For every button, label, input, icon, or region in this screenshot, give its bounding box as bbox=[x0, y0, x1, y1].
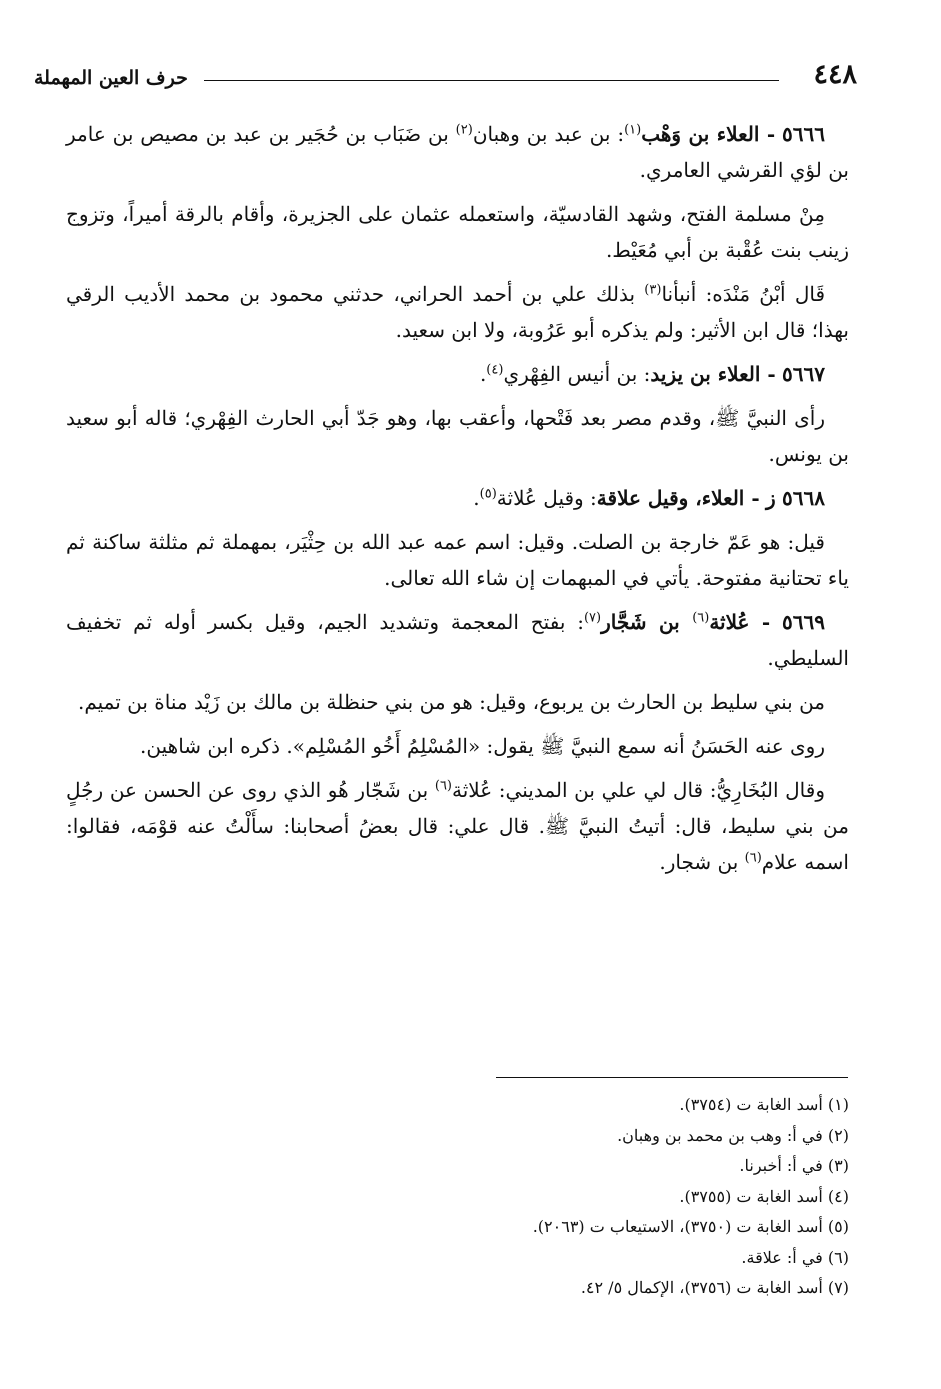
page-header bbox=[34, 60, 857, 100]
entry-lead: : بن أنيس الفِهْري bbox=[503, 362, 651, 386]
entry-lead: : وقيل عُلاثة bbox=[496, 486, 597, 510]
page-number: ٤٤٨ bbox=[813, 59, 857, 90]
entry-paragraph: مِنْ مسلمة الفتح، وشهد القادسيّة، واستعمله عثمان على الجزيرة، وأقام بالرقة أميراً، وتزوج زينب بنت عُقْبة بن أبي مُعَيْط. bbox=[66, 202, 849, 262]
header-rule bbox=[204, 80, 779, 81]
entry-name: العلاء، وقيل علاقة bbox=[596, 486, 745, 510]
footnote: (٣) في أ: أخبرنا. bbox=[739, 1156, 849, 1175]
footnote: (٥) أسد الغابة ت (٣٧٥٠)، الاستيعاب ت (٢٠٦٣). bbox=[532, 1217, 849, 1236]
entry-name: عُلاثة bbox=[709, 610, 750, 634]
entry-number: ٥٦٦٦ bbox=[782, 122, 825, 146]
entry-lead: : بفتح المعجمة وتشديد الجيم، وقيل بكسر أوله ثم تخفيف السليطي. bbox=[66, 610, 849, 670]
entry-paragraph: قيل: هو عَمّ خارجة بن الصلت. وقيل: اسم عمه عبد الله بن حِثْيَر، بمهملة ثم مثلثة ساكنة ثم ياء تحتانية مفتوحة. يأتي في المبهمات إن شاء الله تعالى. bbox=[66, 530, 849, 590]
footnote: (٦) في أ: علاقة. bbox=[741, 1247, 849, 1267]
chapter-title: حرف العين المهملة bbox=[34, 67, 188, 89]
entry-lead: بن ضَبَاب بن حُجَير بن عبد بن مصيص بن عامر بن لؤي القرشي العامري. bbox=[66, 122, 849, 182]
entry-number: ٥٦٦٨ bbox=[782, 486, 825, 510]
entry-number: ٥٦٦٩ bbox=[782, 610, 826, 634]
footnote: (٤) أسد الغابة ت (٣٧٥٥). bbox=[679, 1186, 849, 1206]
footnote-ref: (٤) bbox=[486, 362, 504, 378]
entry-heading: ٥٦٦٦ - العلاء بن وَهْب$^{(١)}$: بن عبد بن وهبان$^{(٢)}$ بن ضَبَاب بن حُجَير بن عبد بن مصيص بن عامر بن لؤي القرشي العامري. bbox=[66, 122, 849, 182]
entry-prefix: ز bbox=[766, 486, 776, 510]
footnote-ref: (٧) bbox=[583, 610, 602, 626]
entry-lead: : بن عبد بن وهبان bbox=[472, 122, 625, 146]
footnote-ref: (٢) bbox=[455, 122, 473, 138]
entry-heading: ٥٦٦٨ ز - العلاء، وقيل علاقة: وقيل عُلاثة$^{(٥)}$. bbox=[473, 486, 825, 510]
footnote: (١) أسد الغابة ت (٣٧٥٤). bbox=[679, 1095, 849, 1114]
entry-heading: ٥٦٦٩ - عُلاثة$^{(٦)}$ بن شَجَّار$^{(٧)}$: بفتح المعجمة وتشديد الجيم، وقيل بكسر أوله ثم تخفيف السليطي. bbox=[66, 610, 849, 670]
entry-number: ٥٦٦٧ bbox=[782, 362, 825, 386]
entry-paragraph: وقال البُخَارِيُّ: قال لي علي بن المديني: عُلاثة$^{(٦)}$ بن شَجّار هُو الذي روى عن الحسن عن رجُلٍ من بني سليط، قال: أتيتُ النبيَّ ﷺ. قال علي: قال بعضُ أصحابنا: سأَلْتُ عنه قوْمَه، فقالوا: اسمه علام$^{(٦)}$ بن شجار. bbox=[66, 778, 849, 874]
footnote-ref: (١) bbox=[624, 122, 642, 138]
footnote-ref: (٦) bbox=[434, 778, 452, 794]
entry-paragraph: قَال أبْنُ مَنْدَه: أنبأنا$^{(٣)}$ بذلك علي بن أحمد الحراني، حدثني محمود بن محمد الأديب الرقي بهذا؛ قال ابن الأثير: ولم يذكره أبو عَرُوبة، ولا ابن سعيد. bbox=[66, 282, 849, 342]
entry-name: العلاء بن وَهْب bbox=[641, 122, 760, 146]
footnote-ref: (٥) bbox=[479, 486, 497, 502]
entry-paragraph: من بني سليط بن الحارث بن يربوع، وقيل: هو من بني حنظلة بن مالك بن زَيْد مناة بن تميم. bbox=[77, 690, 825, 714]
entry-paragraph: رأى النبيَّ ﷺ، وقدم مصر بعد فَتْحها، وأعقب بها، وهو جَدّ أبي الحارث الفِهْري؛ قاله أبو سعيد بن يونس. bbox=[66, 406, 849, 466]
entry-heading: ٥٦٦٧ - العلاء بن يزيد: بن أنيس الفِهْري$^{(٤)}$. bbox=[479, 362, 825, 386]
footnote-rule bbox=[496, 1077, 848, 1078]
entry-paragraph: روى عنه الحَسَنُ أنه سمع النبيَّ ﷺ يقول: «المُسْلِمُ أَخُو المُسْلِم». ذكره ابن شاهين. bbox=[140, 734, 825, 758]
footnote-ref: (٦) bbox=[744, 850, 762, 866]
entry-name-2: بن شَجَّار bbox=[601, 610, 693, 634]
footnote: (٢) في أ: وهب بن محمد بن وهبان. bbox=[617, 1125, 849, 1145]
page-body bbox=[66, 116, 849, 888]
entry-name: العلاء بن يزيد bbox=[650, 362, 761, 386]
footnote-ref: (٦) bbox=[692, 610, 710, 626]
footnote-ref: (٣) bbox=[644, 282, 662, 298]
footnote: (٧) أسد الغابة ت (٣٧٥٦)، الإكمال ٥/ ٤٢. bbox=[580, 1278, 849, 1297]
footnotes bbox=[289, 1090, 849, 1304]
